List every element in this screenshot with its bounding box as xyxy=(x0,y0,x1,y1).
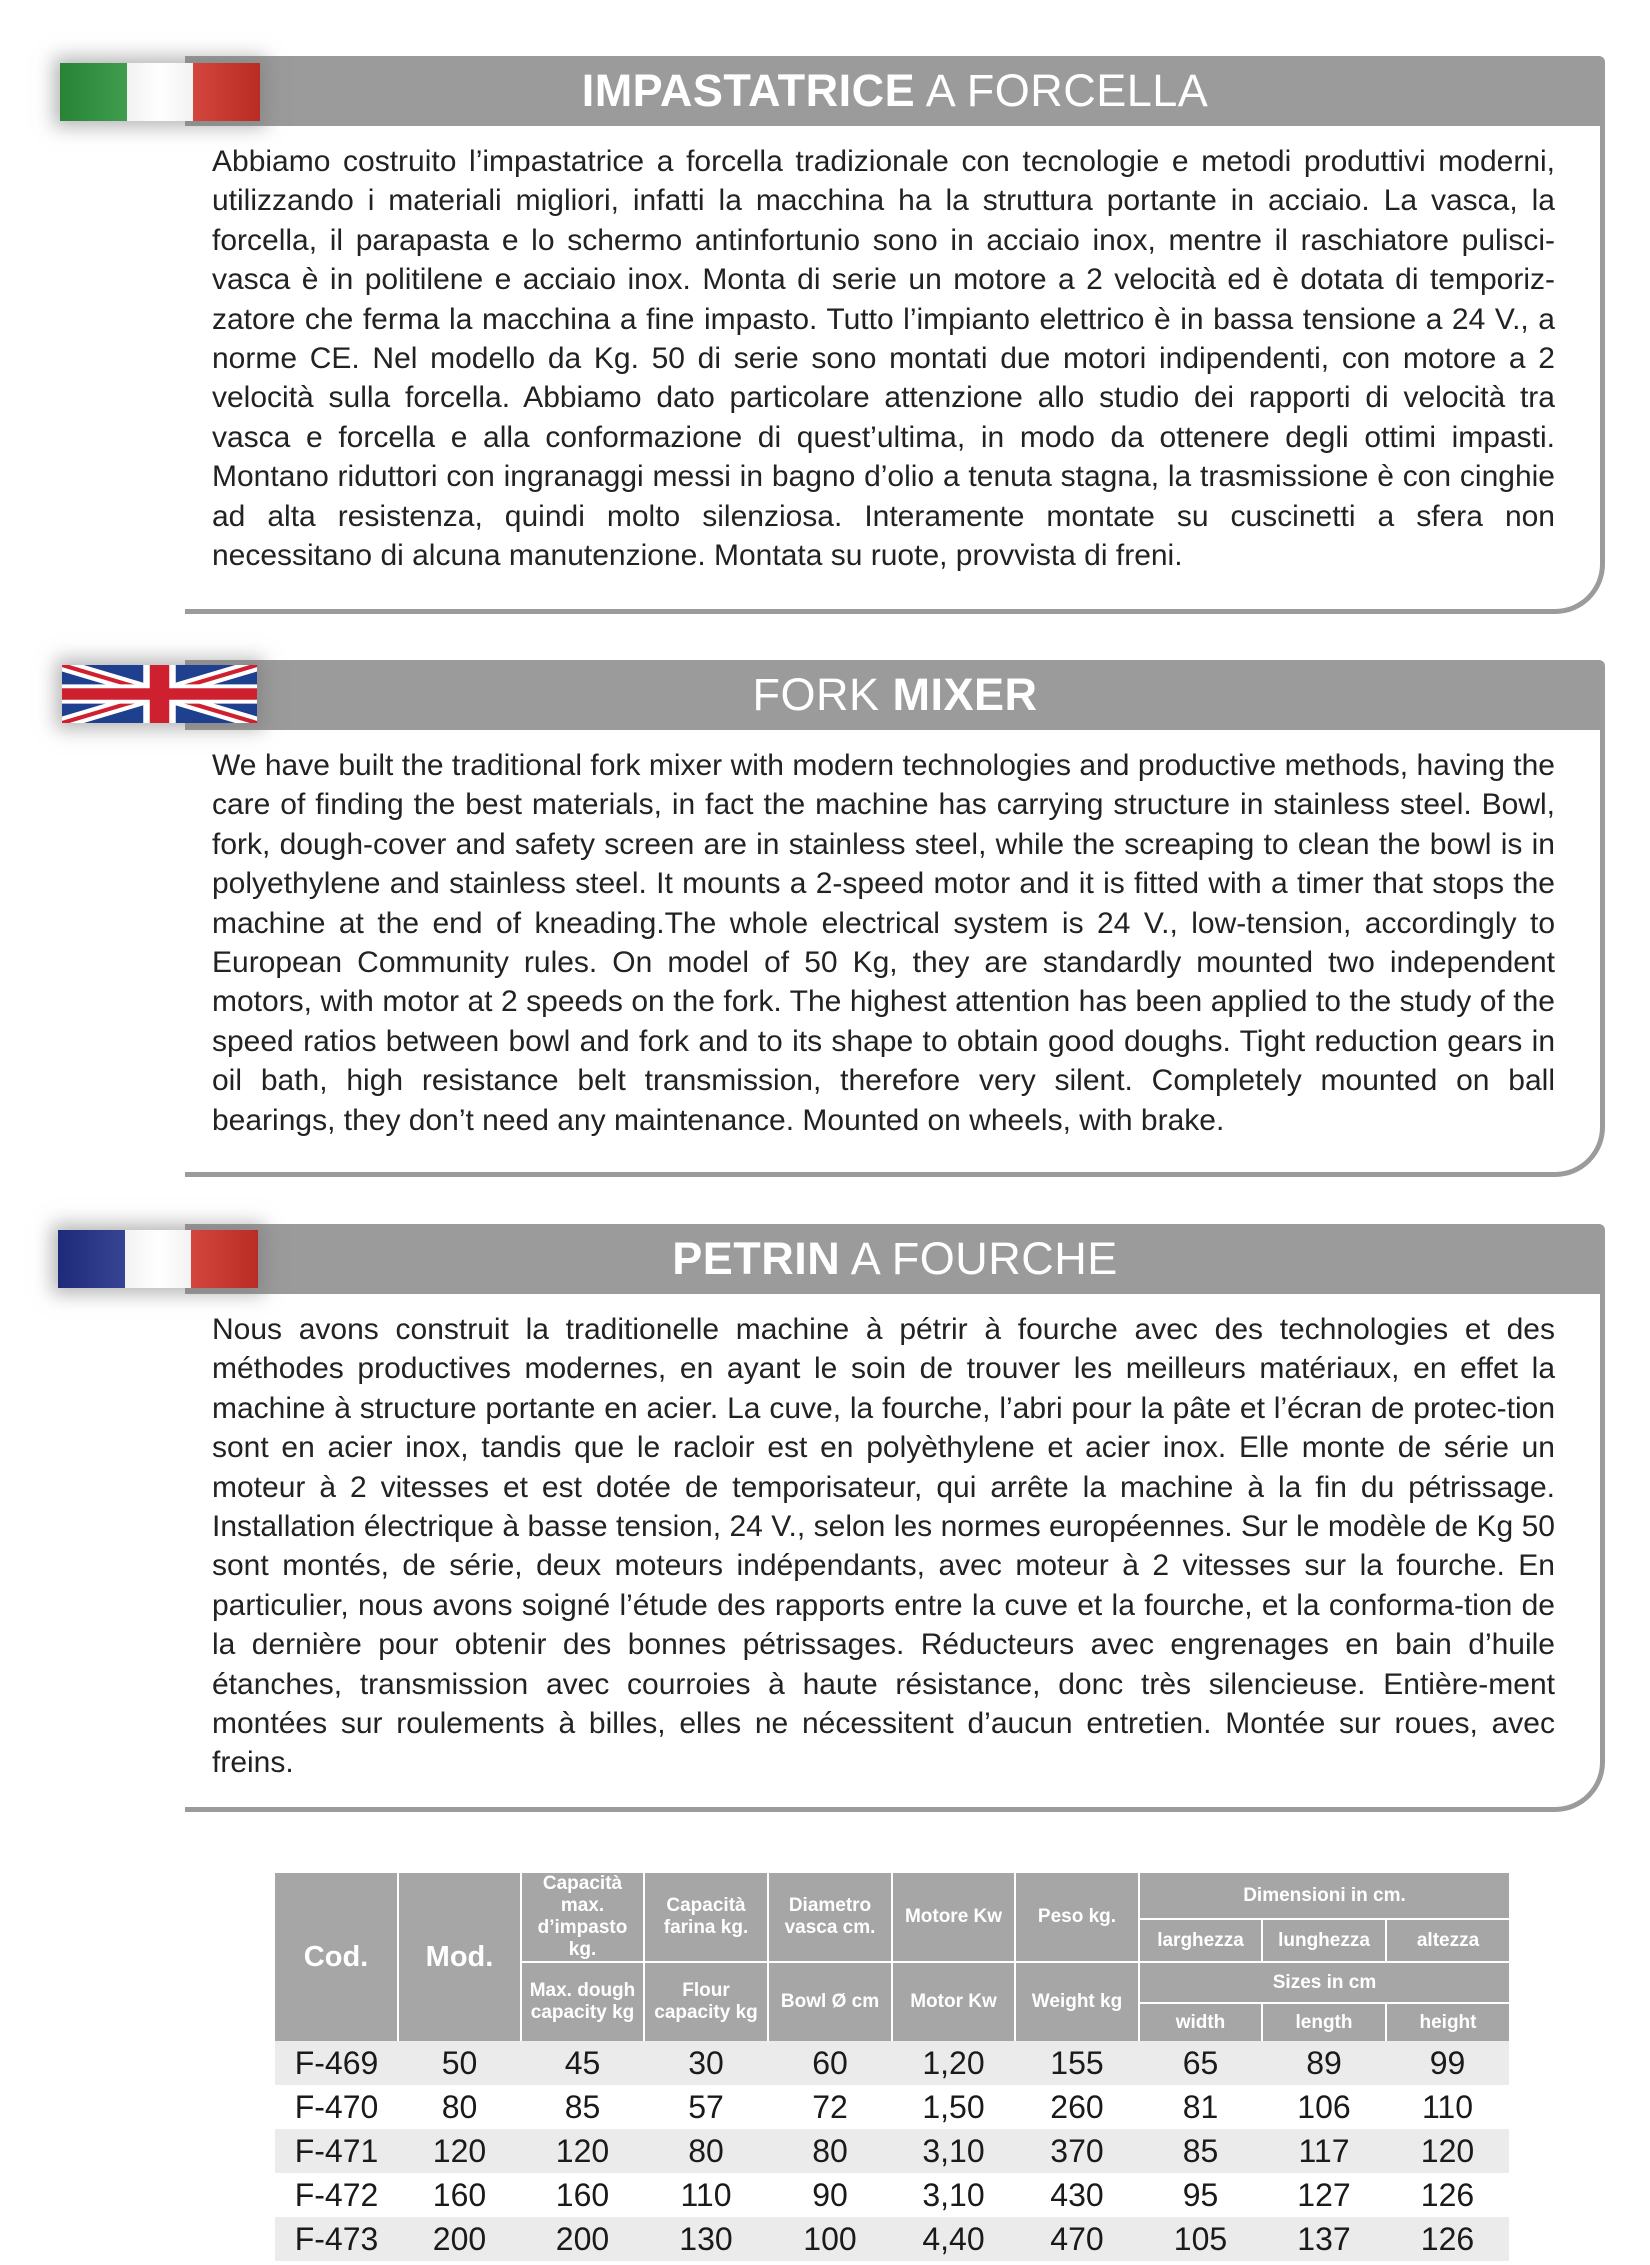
col-header-flour-it: Capacità farina kg. xyxy=(644,1873,768,1962)
table-cell: 110 xyxy=(644,2173,768,2217)
col-header-height-en: height xyxy=(1386,2003,1509,2041)
spec-table xyxy=(275,1873,1509,2261)
section-title xyxy=(185,660,1605,730)
uk-flag-icon xyxy=(62,665,257,723)
table-cell: 60 xyxy=(768,2041,892,2085)
table-cell: 4,40 xyxy=(892,2217,1015,2261)
table-cell: 3,10 xyxy=(892,2173,1015,2217)
table-cell: 3,10 xyxy=(892,2129,1015,2173)
table-cell: F-469 xyxy=(275,2041,398,2085)
table-cell: 120 xyxy=(521,2129,644,2173)
table-cell: 30 xyxy=(644,2041,768,2085)
section-body-text: Nous avons construit la traditionelle machine à pétrir à fourche avec des technologies et des méthodes productives modernes, en ayant le soin de trouver les meilleurs matériaux, en effet la machine à structure portante en acier. La cuve, la fourche, l’abri pour la pâte et l’écran de protec-tion sont en acier inox, tandis que le racloir est en polyèthylene et acier inox. Elle monte de série un moteur à 2 vitesses et est dotée de temporisateur, qui arrête la machine à la fin du pétrissage. Installation électrique à basse tension, 24 V., selon les normes européennes. Sur le modèle de Kg 50 sont montés, de série, deux moteurs indépendants, avec moteur à 2 vitesses sur la fourche. En particulier, nous avons soigné l’étude des rapports entre la cuve et la fourche, et la conforma-tion de la dernière pour obtenir des bonnes pétrissages. Réducteurs avec engrenages en bain d’huile étanches, transmission avec courroies à haute résistance, donc très silencieuse. Entière-ment montées sur roulements à billes, elles ne nécessitent d’aucun entretien. Montée sur roues, avec freins. xyxy=(212,1313,1555,1780)
table-cell: 430 xyxy=(1015,2173,1139,2217)
col-header-weight-it: Peso kg. xyxy=(1015,1873,1139,1962)
table-row xyxy=(275,2041,1509,2085)
table-cell: 106 xyxy=(1262,2085,1386,2129)
table-cell: 57 xyxy=(644,2085,768,2129)
table-cell: 90 xyxy=(768,2173,892,2217)
table-cell: 470 xyxy=(1015,2217,1139,2261)
table-cell: 45 xyxy=(521,2041,644,2085)
title-light: FORK xyxy=(752,669,880,720)
table-row xyxy=(275,2129,1509,2173)
col-header-capacity-en: Max. dough capacity kg xyxy=(521,1962,644,2041)
col-header-flour-en: Flour capacity kg xyxy=(644,1962,768,2041)
col-header-width-en: width xyxy=(1139,2003,1262,2041)
title-bold: MIXER xyxy=(892,669,1038,720)
table-cell: 137 xyxy=(1262,2217,1386,2261)
table-cell: F-473 xyxy=(275,2217,398,2261)
table-cell: 120 xyxy=(398,2129,521,2173)
section-title xyxy=(185,56,1605,126)
table-cell: 130 xyxy=(644,2217,768,2261)
italy-flag-icon xyxy=(60,63,260,121)
spec-table-body xyxy=(275,2041,1509,2261)
table-cell: 117 xyxy=(1262,2129,1386,2173)
section-title xyxy=(185,1224,1605,1294)
france-flag-icon xyxy=(58,1230,258,1288)
table-cell: 126 xyxy=(1386,2217,1509,2261)
col-header-dimensions-it: Dimensioni in cm. xyxy=(1139,1873,1509,1919)
col-header-dimensions-en: Sizes in cm xyxy=(1139,1962,1509,2003)
table-cell: 50 xyxy=(398,2041,521,2085)
table-cell: F-470 xyxy=(275,2085,398,2129)
table-cell: 105 xyxy=(1139,2217,1262,2261)
col-header-length-en: length xyxy=(1262,2003,1386,2041)
col-header-diameter-it: Diametro vasca cm. xyxy=(768,1873,892,1962)
table-cell: 99 xyxy=(1386,2041,1509,2085)
table-row xyxy=(275,2085,1509,2129)
title-light: A FOURCHE xyxy=(850,1233,1118,1284)
table-cell: F-471 xyxy=(275,2129,398,2173)
table-cell: 160 xyxy=(398,2173,521,2217)
section-header-bar xyxy=(185,660,1605,730)
table-cell: 1,50 xyxy=(892,2085,1015,2129)
col-header-length-it: lunghezza xyxy=(1262,1919,1386,1962)
table-cell: 120 xyxy=(1386,2129,1509,2173)
table-cell: 80 xyxy=(644,2129,768,2173)
col-header-diameter-en: Bowl Ø cm xyxy=(768,1962,892,2041)
section-header-bar xyxy=(185,1224,1605,1294)
table-cell: 80 xyxy=(768,2129,892,2173)
col-header-motor-en: Motor Kw xyxy=(892,1962,1015,2041)
col-header-cod: Cod. xyxy=(275,1873,398,2041)
col-header-mod: Mod. xyxy=(398,1873,521,2041)
col-header-width-it: larghezza xyxy=(1139,1919,1262,1962)
col-header-height-it: altezza xyxy=(1386,1919,1509,1962)
table-cell: 85 xyxy=(521,2085,644,2129)
table-cell: 160 xyxy=(521,2173,644,2217)
table-cell: 72 xyxy=(768,2085,892,2129)
section-body-text: We have built the traditional fork mixer with modern technologies and productive methods, having the care of finding the best materials, in fact the machine has carrying structure in stainless steel. Bowl, fork, dough-cover and safety screen are in stainless steel, while the screaping to clean the bowl is in polyethylene and stainless steel. It mounts a 2-speed motor and it is fitted with a timer that stops the machine at the end of kneading.The whole electrical system is 24 V., low-tension, accordingly to European Community rules. On model of 50 Kg, they are standardly mounted two independent motors, with motor at 2 speeds on the fork. The highest attention has been applied to the study of the speed ratios between bowl and fork and to its shape to obtain good doughs. Tight reduction gears in oil bath, high resistance belt transmission, therefore very silent. Completely mounted on ball bearings, they don’t need any maintenance. Mounted on wheels, with brake. xyxy=(212,749,1555,1137)
table-row xyxy=(275,2217,1509,2261)
title-bold: PETRIN xyxy=(672,1233,841,1284)
col-header-capacity-it: Capacità max. d’impasto kg. xyxy=(521,1873,644,1962)
table-cell: F-472 xyxy=(275,2173,398,2217)
table-cell: 200 xyxy=(521,2217,644,2261)
table-cell: 155 xyxy=(1015,2041,1139,2085)
table-cell: 126 xyxy=(1386,2173,1509,2217)
table-cell: 370 xyxy=(1015,2129,1139,2173)
table-cell: 85 xyxy=(1139,2129,1262,2173)
table-cell: 110 xyxy=(1386,2085,1509,2129)
table-cell: 80 xyxy=(398,2085,521,2129)
col-header-motor-it: Motore Kw xyxy=(892,1873,1015,1962)
table-cell: 65 xyxy=(1139,2041,1262,2085)
table-cell: 1,20 xyxy=(892,2041,1015,2085)
table-cell: 100 xyxy=(768,2217,892,2261)
title-bold: IMPASTATRICE xyxy=(581,65,916,116)
section-header-bar xyxy=(185,56,1605,126)
title-light: A FORCELLA xyxy=(925,65,1209,116)
table-cell: 200 xyxy=(398,2217,521,2261)
table-cell: 89 xyxy=(1262,2041,1386,2085)
table-cell: 81 xyxy=(1139,2085,1262,2129)
section-body-text: Abbiamo costruito l’impastatrice a forcella tradizionale con tecnologie e metodi produttivi moderni, utilizzando i materiali migliori, infatti la macchina ha la struttura portante in acciaio. La vasca, la forcella, il parapasta e lo schermo antinfortunio sono in acciaio inox, mentre il raschiatore pulisci-vasca è in politilene e acciaio inox. Monta di serie un motore a 2 velocità ed è dotata di temporiz-zatore che ferma la macchina a fine impasto. Tutto l’impianto elettrico è in bassa tensione a 24 V., a norme CE. Nel modello da Kg. 50 di serie sono montati due motori indipendenti, con motore a 2 velocità sulla forcella. Abbiamo dato particolare attenzione allo studio dei rapporti di velocità tra vasca e forcella e alla conformazione di quest’ultima, in modo da ottenere degli ottimi impasti. Montano riduttori con ingranaggi messi in bagno d’olio a tenuta stagna, la trasmissione è con cinghie ad alta resistenza, quindi molto silenziosa. Interamente montate su cuscinetti a sfera non necessitano di alcuna manutenzione. Montata su ruote, provvista di freni. xyxy=(212,145,1555,573)
table-row xyxy=(275,2173,1509,2217)
col-header-weight-en: Weight kg xyxy=(1015,1962,1139,2041)
table-cell: 95 xyxy=(1139,2173,1262,2217)
table-cell: 260 xyxy=(1015,2085,1139,2129)
table-cell: 127 xyxy=(1262,2173,1386,2217)
